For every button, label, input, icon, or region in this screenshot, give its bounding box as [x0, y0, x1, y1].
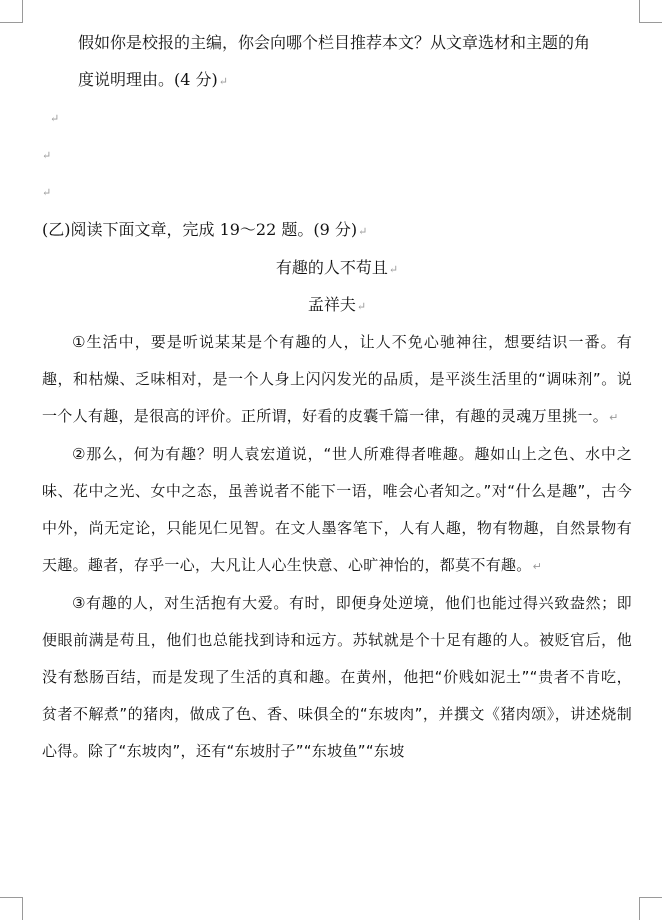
article-author — [42, 288, 632, 324]
paragraph-mark-icon: ↵ — [388, 263, 399, 276]
article-title — [42, 250, 632, 288]
section-heading-text: (乙)阅读下面文章，完成 19～22 题。(9 分) — [42, 220, 358, 239]
question-text-1: 假如你是校报的主编，你会向哪个栏目推荐本文？从文章选材和主题的角 — [78, 33, 591, 52]
paragraph-mark-icon: ↵ — [532, 560, 543, 573]
page-corner-bottom-right — [639, 897, 662, 920]
page-corner-top-right — [639, 0, 662, 23]
empty-paragraph — [42, 100, 632, 137]
paragraph-mark-icon: ↵ — [356, 300, 367, 313]
paragraph-text: ③有趣的人，对生活抱有大爱。有时，即便身处逆境，他们也能过得兴致盎然；即便眼前满是苟且，他们也总能找到诗和远方。苏轼就是个十足有趣的人。被贬官后，他没有愁肠百结，而是发现了生活的真和趣。在黄州，他把“价贱如泥土”“贵者不肯吃，贫者不解煮”的猪肉，做成了色、香、味俱全的“东坡肉”，并撰文《猪肉颂》，讲述烧制心得。除了“东坡肉”，还有“东坡肘子”“东坡鱼”“东坡 — [42, 594, 632, 760]
question-line-2 — [42, 61, 632, 100]
empty-paragraph — [42, 137, 632, 174]
page-corner-bottom-left — [0, 897, 23, 920]
article-paragraph-1 — [42, 324, 632, 436]
article-author-text: 孟祥夫 — [307, 295, 356, 314]
article-paragraph-3 — [42, 585, 632, 770]
question-line-1 — [42, 24, 632, 61]
paragraph-mark-icon: ↵ — [42, 186, 52, 199]
article-title-text: 有趣的人不苟且 — [275, 258, 388, 277]
paragraph-mark-icon: ↵ — [50, 112, 60, 125]
paragraph-mark-icon: ↵ — [42, 149, 52, 162]
question-text-2: 度说明理由。(4 分) — [78, 70, 218, 89]
paragraph-text: ①生活中，要是听说某某是个有趣的人，让人不免心驰神往，想要结识一番。有趣，和枯燥、乏味相对，是一个人身上闪闪发光的品质，是平淡生活里的“调味剂”。说一个人有趣，是很高的评价。正所谓，好看的皮囊千篇一律，有趣的灵魂万里挑一。 — [42, 333, 632, 425]
document-page — [42, 24, 632, 770]
paragraph-mark-icon: ↵ — [218, 75, 228, 88]
paragraph-mark-icon: ↵ — [358, 225, 368, 238]
page-corner-top-left — [0, 0, 23, 23]
article-body — [42, 324, 632, 770]
paragraph-text: ②那么，何为有趣？明人袁宏道说，“世人所难得者唯趣。趣如山上之色、水中之味、花中之光、女中之态，虽善说者不能下一语，唯会心者知之。”对“什么是趣”，古今中外，尚无定论，只能见仁见智。在文人墨客笔下，人有人趣，物有物趣，自然景物有天趣。趣者，存乎一心，大凡让人心生快意、心旷神怡的，都莫不有趣。 — [42, 445, 632, 574]
section-heading — [42, 211, 632, 250]
paragraph-mark-icon: ↵ — [609, 411, 619, 424]
empty-paragraph — [42, 174, 632, 211]
article-paragraph-2 — [42, 436, 632, 585]
